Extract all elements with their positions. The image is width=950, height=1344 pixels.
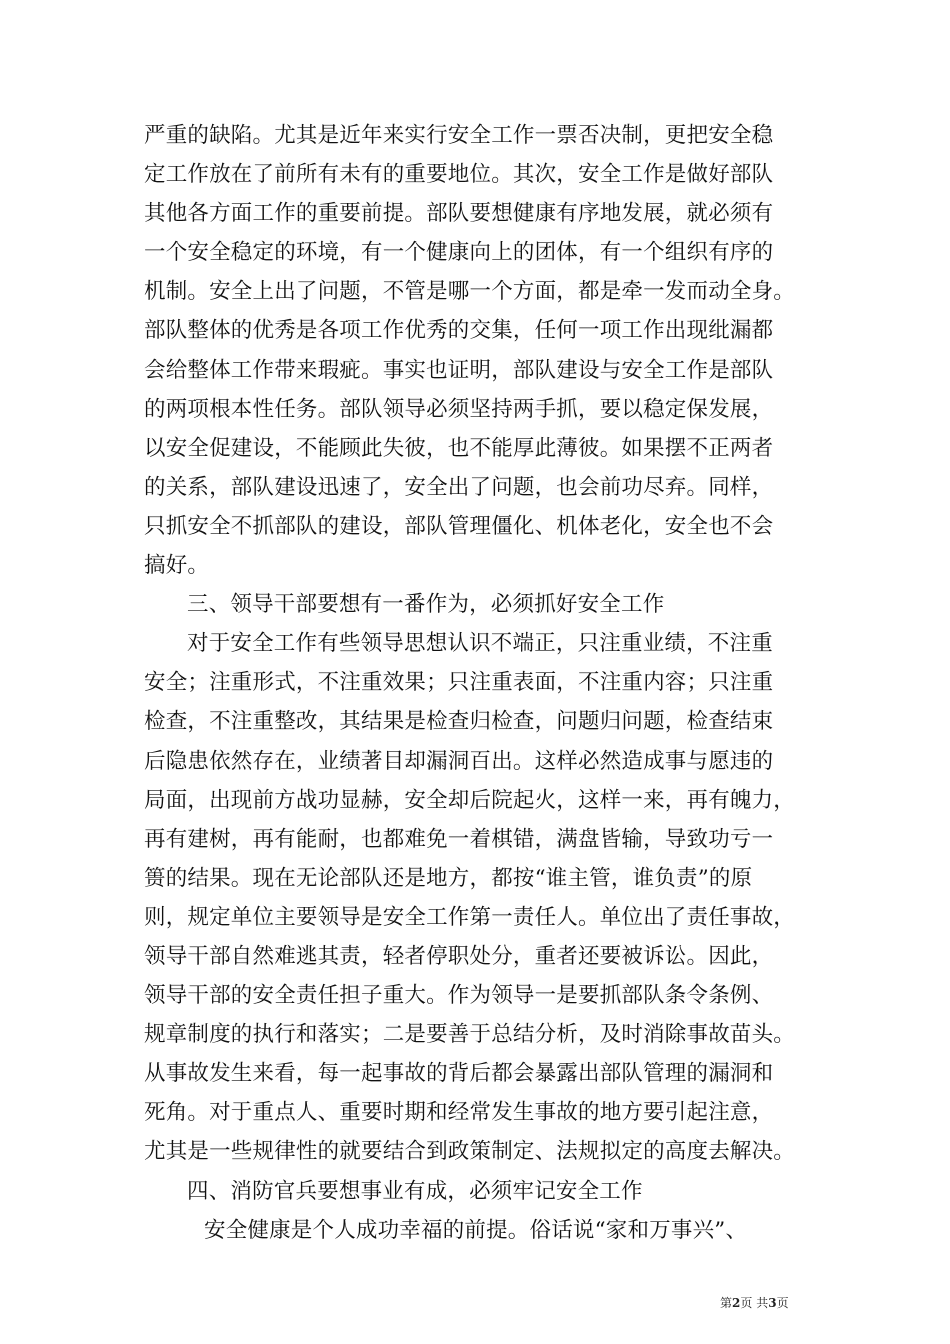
text-line: 会给整体工作带来瑕疵。事实也证明，部队建设与安全工作是部队 (144, 357, 774, 383)
text-line: 则，规定单位主要领导是安全工作第一责任人。单位出了责任事故， (144, 904, 796, 930)
text-line: 后隐患依然存在，业绩著目却漏洞百出。这样必然造成事与愿违的 (144, 748, 774, 774)
text-line: 检查，不注重整改，其结果是检查归检查，问题归问题，检查结束 (144, 709, 774, 735)
text-line: 局面，出现前方战功显赫，安全却后院起火，这样一来，再有魄力， (144, 787, 796, 813)
text-line: 安全；注重形式，不注重效果；只注重表面，不注重内容；只注重 (144, 670, 774, 696)
paragraph-first-line: 对于安全工作有些领导思想认识不端正，只注重业绩，不注重 (187, 631, 773, 657)
paragraph-first-line: 安全健康是个人成功幸福的前提。俗话说“家和万事兴”、 (204, 1217, 748, 1243)
text-line: 领导干部的安全责任担子重大。作为领导一是要抓部队条令条例、 (144, 983, 774, 1009)
text-line: 一个安全稳定的环境，有一个健康向上的团体，有一个组织有序的 (144, 240, 774, 266)
text-line: 以安全促建设，不能顾此失彼，也不能厚此薄彼。如果摆不正两者 (144, 435, 774, 461)
text-line: 机制。安全上出了问题，不管是哪一个方面，都是牵一发而动全身。 (144, 279, 796, 305)
text-line: 死角。对于重点人、重要时期和经常发生事故的地方要引起注意， (144, 1100, 774, 1126)
total-page-count: 3 (768, 1296, 777, 1310)
section-heading: 三、领导干部要想有一番作为，必须抓好安全工作 (187, 592, 665, 618)
text-line: 搞好。 (144, 553, 210, 579)
text-line: 部队整体的优秀是各项工作优秀的交集，任何一项工作出现纰漏都 (144, 318, 774, 344)
section-heading: 四、消防官兵要想事业有成，必须牢记安全工作 (187, 1178, 643, 1204)
text-line: 从事故发生来看，每一起事故的背后都会暴露出部队管理的漏洞和 (144, 1061, 774, 1087)
text-line: 规章制度的执行和落实；二是要善于总结分析，及时消除事故苗头。 (144, 1022, 796, 1048)
page-footer (720, 1294, 789, 1311)
text-line: 的关系，部队建设迅速了，安全出了问题，也会前功尽弃。同样， (144, 474, 774, 500)
text-line: 严重的缺陷。尤其是近年来实行安全工作一票否决制，更把安全稳 (144, 123, 774, 148)
current-page-number: 2 (732, 1296, 741, 1310)
text-line: 尤其是一些规律性的就要结合到政策制定、法规拟定的高度去解决。 (144, 1139, 796, 1165)
footer-suffix: 页 (776, 1296, 789, 1310)
footer-prefix: 第 (720, 1296, 733, 1310)
text-line: 其他各方面工作的重要前提。部队要想健康有序地发展，就必须有 (144, 201, 774, 227)
text-line: 领导干部自然难逃其责，轻者停职处分，重者还要被诉讼。因此， (144, 943, 774, 969)
text-line: 篑的结果。现在无论部队还是地方，都按“谁主管，谁负责”的原 (144, 865, 753, 891)
text-line: 再有建树，再有能耐，也都难免一着棋错，满盘皆输，导致功亏一 (144, 826, 774, 852)
document-body (144, 116, 824, 1250)
footer-middle: 页 共 (740, 1296, 769, 1310)
text-line: 的两项根本性任务。部队领导必须坚持两手抓，要以稳定保发展， (144, 396, 774, 422)
text-line: 只抓安全不抓部队的建设，部队管理僵化、机体老化，安全也不会 (144, 513, 774, 539)
text-line: 定工作放在了前所有未有的重要地位。其次，安全工作是做好部队 (144, 162, 774, 188)
